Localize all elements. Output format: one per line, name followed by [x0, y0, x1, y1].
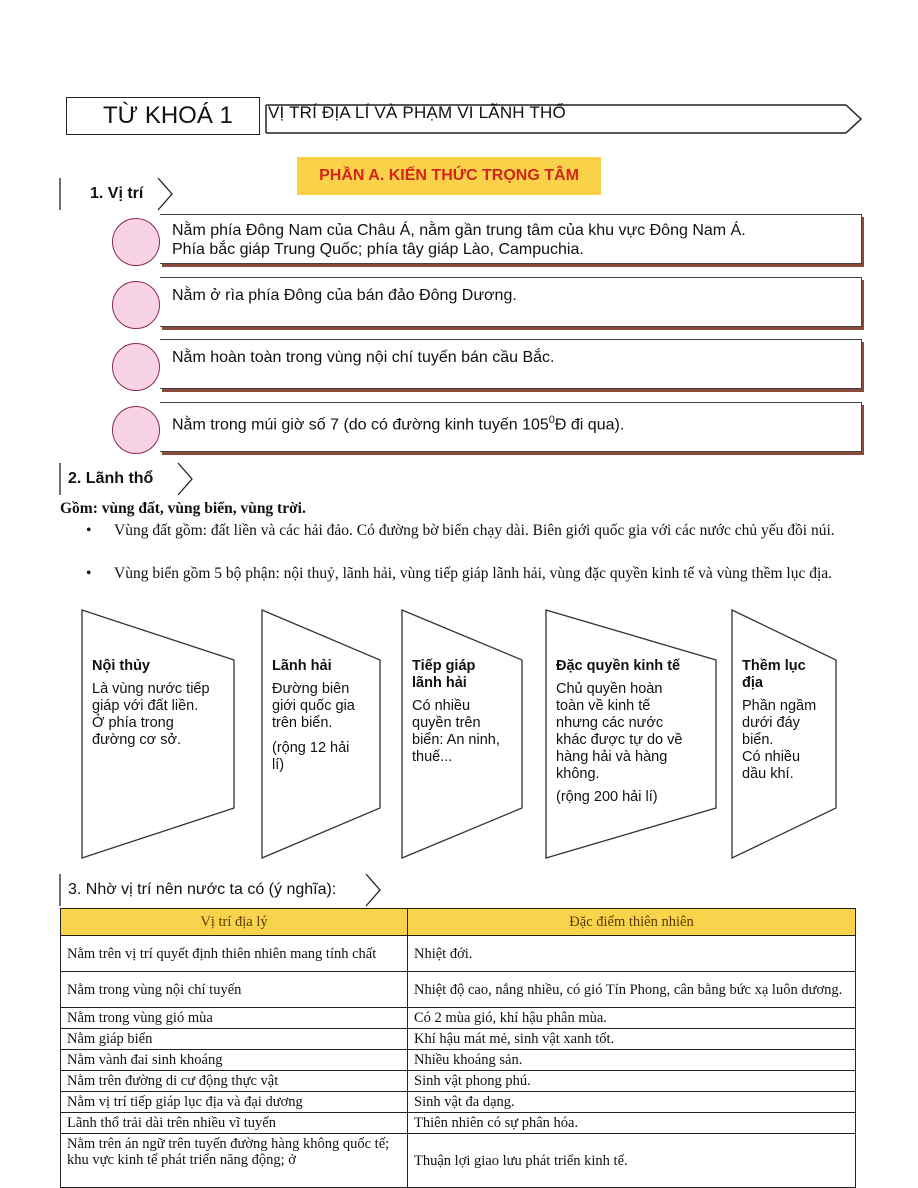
- table-cell: Nhiệt đới.: [408, 936, 856, 972]
- location-item-1: [112, 214, 862, 264]
- location-item-2-text: Nằm ở rìa phía Đông của bán đảo Đông Dương.: [172, 287, 517, 304]
- table-row: [61, 1113, 856, 1134]
- sea-zone-lanh-hai: [260, 608, 394, 860]
- location-item-4-text-end: Đ đi qua).: [554, 416, 625, 434]
- zone-line: Là vùng nước tiếp: [92, 681, 210, 697]
- pink-circle-icon: [112, 343, 160, 391]
- zone-line: nhưng các nước: [556, 715, 664, 731]
- degree-sup: 0: [548, 414, 555, 426]
- table-header-cell: Đặc điểm thiên nhiên: [408, 909, 856, 936]
- zone-line: trên biển.: [272, 715, 333, 731]
- bullet-mark: •: [86, 522, 92, 539]
- zone-line: hàng hải và hàng: [556, 749, 668, 765]
- table-cell: Nhiều khoáng sản.: [408, 1050, 856, 1071]
- zone-title: Thềm lục địa: [742, 658, 806, 691]
- table-row: [61, 1050, 856, 1071]
- table-cell: Nằm trong vùng nội chí tuyến: [61, 972, 408, 1008]
- table-cell: Có 2 mùa gió, khí hậu phân mùa.: [408, 1008, 856, 1029]
- table-row: [61, 1071, 856, 1092]
- zone-line: giới quốc gia: [272, 698, 355, 714]
- keyword-label: TỪ KHOÁ 1: [103, 102, 233, 129]
- table-cell: Thiên nhiên có sự phân hóa.: [408, 1113, 856, 1134]
- table-cell: Nằm vị trí tiếp giáp lục địa và đại dương: [61, 1092, 408, 1113]
- zone-line: Có nhiều: [742, 749, 801, 765]
- pink-circle-icon: [112, 406, 160, 454]
- table-cell: Lãnh thổ trải dài trên nhiều vĩ tuyến: [61, 1113, 408, 1134]
- table-cell: Khí hậu mát mẻ, sinh vật xanh tốt.: [408, 1029, 856, 1050]
- table-cell: Nằm trên án ngữ trên tuyến đường hàng không quốc tế; khu vực kinh tế phát triển năng động; ở: [61, 1134, 408, 1188]
- zone-line: dưới đáy: [742, 715, 800, 731]
- location-item-4-text: Nằm trong múi giờ số 7 (do có đường kinh tuyến 105: [172, 416, 549, 434]
- table-header-cell: Vị trí địa lý: [61, 909, 408, 936]
- section2-bullet-1: Vùng đất gồm: đất liền và các hải đảo. Có đường bờ biển chạy dài. Biên giới quốc gia với các nước chủ yếu đồi núi.: [114, 522, 835, 539]
- zone-line: toàn về kinh tế: [556, 698, 651, 714]
- sea-zone-noi-thuy: [80, 608, 250, 860]
- section2-label: 2. Lãnh thổ: [68, 470, 154, 487]
- section2-bullet-2: Vùng biển gồm 5 bộ phận: nội thuỷ, lãnh hải, vùng tiếp giáp lãnh hải, vùng đặc quyền kinh tế và vùng thềm lục địa.: [114, 565, 833, 582]
- pink-circle-icon: [112, 218, 160, 266]
- table-cell: Nhiệt độ cao, nắng nhiều, có gió Tín Phong, cân bằng bức xạ luôn dương.: [408, 972, 856, 1008]
- zone-line: Chủ quyền hoàn: [556, 681, 663, 697]
- zone-title: Lãnh hải: [272, 658, 332, 674]
- zone-line: Ở phía trong: [92, 715, 174, 731]
- zone-line: (rộng 200 hải lí): [556, 789, 658, 805]
- table-cell: Nằm trong vùng gió mùa: [61, 1008, 408, 1029]
- zone-line: biển: An ninh,: [412, 732, 500, 748]
- location-item-1-line1: Nằm phía Đông Nam của Châu Á, nằm gần trung tâm của khu vực Đông Nam Á.: [172, 222, 746, 239]
- section3-label: 3. Nhờ vị trí nên nước ta có (ý nghĩa):: [68, 881, 337, 898]
- table-cell: Nằm trên đường di cư động thực vật: [61, 1071, 408, 1092]
- zone-title: Đặc quyền kinh tế: [556, 658, 681, 674]
- table-row: [61, 972, 856, 1008]
- zone-line: biển.: [742, 732, 774, 748]
- zone-line: giáp với đất liền.: [92, 698, 199, 714]
- bullet-mark: •: [86, 565, 92, 582]
- location-item-3-text: Nằm hoàn toàn trong vùng nội chí tuyến bán cầu Bắc.: [172, 349, 555, 366]
- table-row: [61, 936, 856, 972]
- zone-line: quyền trên: [412, 715, 481, 731]
- zone-line: không.: [556, 766, 600, 782]
- table-row: [61, 1092, 856, 1113]
- meaning-table: [60, 908, 856, 1188]
- location-item-3: [112, 339, 862, 389]
- table-cell: Nằm vành đai sinh khoáng: [61, 1050, 408, 1071]
- location-item-1-line2: Phía bắc giáp Trung Quốc; phía tây giáp Lào, Campuchia.: [172, 241, 584, 258]
- zone-line: dầu khí.: [742, 766, 794, 782]
- section2-intro: Gồm: vùng đất, vùng biển, vùng trời.: [60, 500, 306, 517]
- table-cell: Sinh vật đa dạng.: [408, 1092, 856, 1113]
- zone-line: lí): [272, 757, 285, 773]
- table-cell: Sinh vật phong phú.: [408, 1071, 856, 1092]
- sea-zone-them-luc-dia: [730, 608, 842, 860]
- location-item-2: [112, 277, 862, 327]
- zone-line: khác được tự do về: [556, 732, 683, 748]
- zone-line: đường cơ sở.: [92, 732, 182, 748]
- sea-zone-dac-quyen: [544, 608, 720, 860]
- zone-line: thuế...: [412, 749, 453, 765]
- part-banner: PHẦN A. KIẾN THỨC TRỌNG TÂM: [297, 157, 601, 195]
- keyword-title: VỊ TRÍ ĐỊA LÍ VÀ PHẠM VI LÃNH THỔ: [268, 103, 566, 122]
- pink-circle-icon: [112, 281, 160, 329]
- zone-line: (rộng 12 hải: [272, 740, 350, 756]
- table-row: [61, 1134, 856, 1188]
- table-row: [61, 1029, 856, 1050]
- keyword-label-box: [66, 97, 260, 135]
- zone-title: Nội thủy: [92, 658, 150, 674]
- sea-zone-tiep-giap: [400, 608, 536, 860]
- table-header-row: [61, 909, 856, 936]
- zone-title: Tiếp giáp lãnh hải: [412, 658, 476, 691]
- table-cell: Thuận lợi giao lưu phát triển kinh tế.: [408, 1134, 856, 1188]
- table-row: [61, 1008, 856, 1029]
- zone-line: Đường biên: [272, 681, 350, 697]
- location-item-4: [112, 402, 862, 452]
- section1-label: 1. Vị trí: [90, 185, 144, 202]
- zone-line: Có nhiều: [412, 698, 471, 714]
- zone-line: Phần ngầm: [742, 698, 817, 714]
- table-cell: Nằm trên vị trí quyết định thiên nhiên mang tính chất: [61, 936, 408, 972]
- table-cell: Nằm giáp biển: [61, 1029, 408, 1050]
